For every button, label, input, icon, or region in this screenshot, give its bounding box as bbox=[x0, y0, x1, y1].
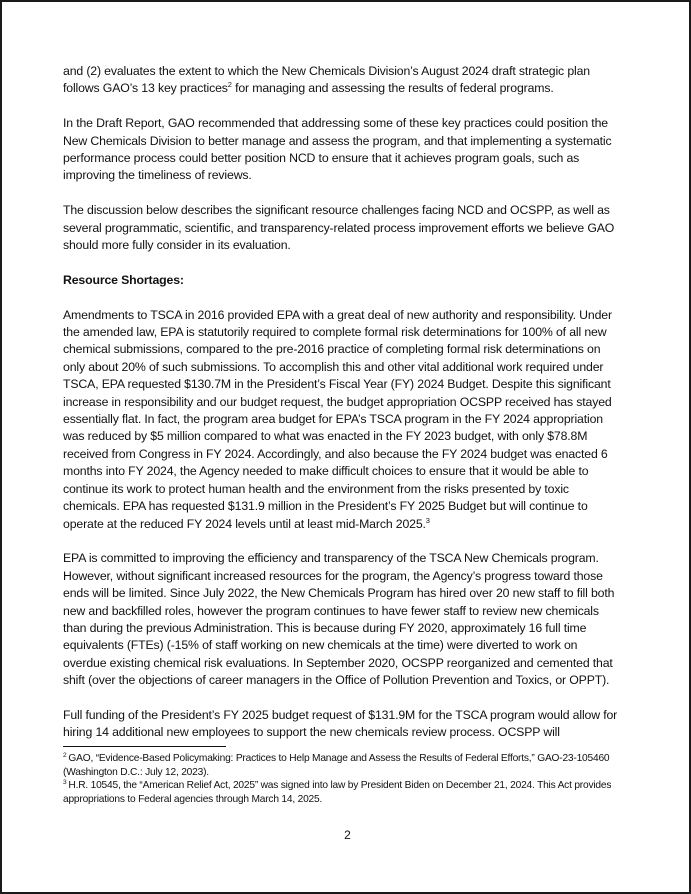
paragraph-draft-report: In the Draft Report, GAO recommended that addressing some of these key practices could position the New Chemicals Division to better manage and assess the program, and that implementing a systematic performance process could better position NCD to ensure that it achieves program goals, such as improving the timeliness of reviews. bbox=[63, 116, 612, 183]
footnote-number: 2 bbox=[63, 752, 67, 759]
page-number: 2 bbox=[344, 828, 351, 842]
paragraph-text: for managing and assessing the results of federal programs. bbox=[231, 81, 554, 96]
paragraph-text: and (2) evaluates the extent to which the New Chemicals Division’s August 2024 draft strategic plan follows GAO’s 13 key practices bbox=[63, 64, 590, 96]
footnote-ref-3[interactable]: 3 bbox=[425, 515, 430, 525]
paragraph-text: Amendments to TSCA in 2016 provided EPA with a great deal of new authority and responsibility. Under the amended law, EPA is statutorily required to complete formal risk determinations for 100% of all new chemical submissions, compared to the pre-2016 practice of completing formal risk determinations on only about 20% of such submissions. To accomplish this and other vital additional work required under TSCA, EPA requested $130.7M in the President’s Fiscal Year (FY) 2024 Budget. Despite this significant increase in responsibility and our budget request, the budget appropriation OCSPP received has stayed essentially flat. In fact, the program area budget for EPA’s TSCA program in the FY 2024 appropriation was reduced by $5 million compared to what was enacted in the FY 2023 budget, with only $78.8M received from Congress in FY 2024. Accordingly, and also because the FY 2024 budget was enacted 6 months into FY 2024, the Agency needed to make difficult choices to ensure that it would be able to continue its work to protect human health and the environment from the risks presented by toxic chemicals. EPA has requested $131.9 million in the President’s FY 2025 Budget but will continue to operate at the reduced FY 2024 levels until at least mid-March 2025. bbox=[63, 307, 612, 531]
paragraph-tsca-amendments bbox=[63, 307, 623, 533]
paragraph-efficiency-transparency: EPA is committed to improving the efficiency and transparency of the TSCA New Chemicals program. However, without significant increased resources for the program, the Agency’s progress toward those ends will be limited. Since July 2022, the New Chemicals Program has hired over 20 new staff to fill both new and backfilled roles, however the program continues to have fewer staff to review new chemicals than during the previous Administration. This is because during FY 2020, approximately 16 full time equivalents (FTEs) (-15% of staff working on new chemicals at the time) were diverted to work on overdue existing chemical risk evaluations. In September 2020, OCSPP reorganized and cemented that shift (over the objections of career managers in the Office of Pollution Prevention and Toxics, or OPPT). bbox=[63, 551, 615, 688]
page-body bbox=[63, 63, 623, 759]
footnote-number: 3 bbox=[63, 779, 67, 787]
footnote-separator bbox=[63, 746, 226, 747]
section-heading-resource-shortages: Resource Shortages: bbox=[63, 272, 184, 287]
footnote-ref-2[interactable]: 2 bbox=[227, 80, 232, 90]
footnote-2 bbox=[63, 752, 643, 779]
footnote-text: GAO, “Evidence-Based Policymaking: Practices to Help Manage and Assess the Results of Federal Efforts,” GAO-23-105460 (Washington D.C.: July 12, 2023). bbox=[63, 753, 610, 778]
footnote-3 bbox=[63, 779, 643, 806]
footnotes-section bbox=[63, 746, 643, 806]
paragraph-discussion-intro: The discussion below describes the significant resource challenges facing NCD and OCSPP, as well as several programmatic, scientific, and transparency-related process improvement efforts we believe GAO should more fully consider in its evaluation. bbox=[63, 203, 615, 253]
footnote-text: H.R. 10545, the “American Relief Act, 2025” was signed into law by President Biden on December 21, 2024. This Act provides appropriations to Federal agencies through March 14, 2025. bbox=[63, 780, 612, 805]
paragraph-full-funding: Full funding of the President’s FY 2025 budget request of $131.9M for the TSCA program would allow for hiring 14 additional new employees to support the new chemicals review process. OCSPP will bbox=[63, 707, 618, 740]
paragraph-gao-key-practices bbox=[63, 63, 623, 98]
